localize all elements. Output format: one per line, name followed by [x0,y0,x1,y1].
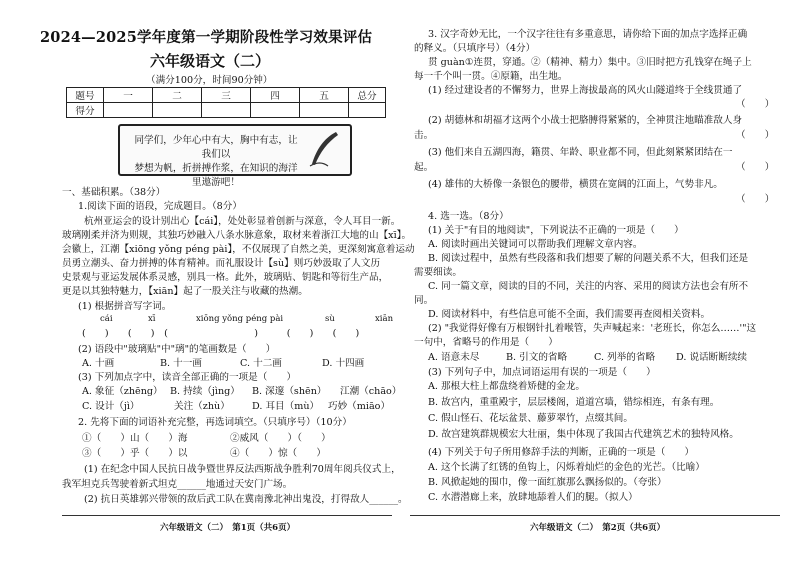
passage-line: 玻璃刚柔并济为则规，其独巧妙融入八条水脉意象，取材来着浙江大地的山【xī】。 [62,230,412,241]
option[interactable]: B. 持续（jìng） [170,386,240,397]
option[interactable]: D. 故宫建筑群规模宏大壮丽，集中体现了我国古代建筑艺术的独特风格。 [428,429,739,440]
score-table [66,87,386,118]
page-divider [62,515,392,516]
question-item: (1) 经过建设者的不懈努力，世界上海拔最高的风火山隧道终于全线贯通了 [428,85,743,96]
pinyin-label: xiān [375,314,394,324]
question-item: (2) 语段中"玻璃贴"中"璃"的笔画数是（ ） [78,344,276,355]
option[interactable]: D. 十四画 [322,358,365,369]
option[interactable]: A. 十画 [82,358,115,369]
pinyin-answer-boxes[interactable]: ( ) ( ) ( ) ( ) ( ) [82,328,360,339]
option[interactable]: C. 同一篇文章，阅读的目的不同，关注的内容、采用的阅读方法也会有所不 [428,281,749,292]
option[interactable]: 巧妙（miāo） [328,401,391,412]
score-input-cell[interactable] [349,103,386,118]
option[interactable]: 关注（zhù） [174,401,230,412]
exam-title: 2024—2025学年度第一学期阶段性学习效果评估 [40,29,373,46]
passage-line: 会徽上，江潮【xiōng yǒng péng pài】，不仅展现了自然之美，更深刻寓意着运动 [62,244,415,255]
banner-line: 同学们，少年心中有大，胸中有志，让我们以 [134,135,298,160]
option[interactable]: B. 故宫内，重重殿宇，层层楼阁，道道宫墙，错综相连，有条有理。 [428,397,720,408]
question-item: (2) 胡德林和胡福才这两个小战士把胳膊得紧紧的，全神贯注地瞄准敌人身 [428,115,743,126]
score-input-cell[interactable] [300,103,349,118]
banner-line: 梦想为帆，折拼搏作浆，在知识的海洋里遨游吧！ [134,163,298,188]
option[interactable]: D. 耳目（mù） [252,401,320,412]
option: 同。 [414,295,434,306]
question-item: 起。 [414,162,434,173]
option[interactable]: A. 阅读时画出关键词可以帮助我们理解文章内容。 [428,239,643,250]
table-cell: 题号 [67,88,104,103]
pinyin-label: xiōng yǒng péng pài [196,314,284,324]
question-item: 一句中，省略号的作用是（ ） [414,337,558,348]
option[interactable]: B. 风掀起她的围巾，像一面红旗那么飘扬似的。（夸张） [428,477,667,488]
option[interactable]: B. 深邃（shēn） [252,386,327,397]
right-page [400,0,794,561]
score-input-cell[interactable] [153,103,202,118]
definition-line: 贯 guàn①连贯，穿通。②（精神、精力）集中。③旧时把方孔钱穿在绳子上 [428,57,752,68]
table-cell: 四 [251,88,300,103]
question-item: (3) 下列句子中，加点词语运用有误的一项是（ ） [428,367,656,378]
pinyin-label: cái [100,314,113,324]
question-heading: 4. 选一选。（8分） [428,211,509,222]
question-item: (1) 在纪念中国人民抗日战争暨世界反法西斯战争胜利70周年阅兵仪式上， [84,464,401,475]
option[interactable]: C. 十二画 [240,358,282,369]
question-item[interactable]: 我军坦克兵驾驶着新式坦克______地通过天安门广场。 [62,479,293,490]
answer-paren[interactable]: （ ） [736,194,775,205]
score-input-cell[interactable] [251,103,300,118]
question-item: (4) 雄伟的大桥像一条银色的腰带，横贯在宽阔的江面上，气势非凡。 [428,179,723,190]
idiom-fill[interactable]: ①（ ）山（ ）海 [82,433,188,444]
question-item: (1) 根据拼音写字词。 [78,301,172,312]
question-heading: 2. 先将下面的词语补充完整，再选词填空。（只填序号）（10分） [78,417,352,428]
question-item: 击。 [414,130,434,141]
answer-paren[interactable]: （ ） [736,162,775,173]
definition-line: 每一千个叫一贯。④原籍，出生地。 [414,71,568,82]
question-item[interactable]: (2) 抗日英雄郭兴带领的敌后武工队在冀南豫北神出鬼没，打得敌人______。 [84,494,408,505]
question-item: (3) 下列加点字中，读音全部正确的一项是（ ） [78,372,297,383]
option[interactable]: B. 引文的省略 [506,352,568,363]
question-item: (4) 下列关于句子所用修辞手法的判断，正确的一项是（ ） [428,447,695,458]
option[interactable]: B. 阅读过程中，虽然有些段落和我们想要了解的问题关系不大，但我们还是 [428,253,749,264]
score-table-score-row [67,103,386,118]
score-input-cell[interactable] [202,103,251,118]
page-divider [410,515,780,516]
exam-subtitle: 六年级语文（二） [150,52,271,70]
question-heading: 的释义。（只填序号）（4分） [414,43,536,54]
option[interactable]: A. 这个长满了红锈的鱼钩上，闪烁着灿烂的金色的光芒。（比喻） [428,462,705,473]
option[interactable]: C. 水潜潜廊上来，放肆地舔着人们的腿。（拟人） [428,492,638,503]
score-input-cell[interactable] [104,103,153,118]
question-item: (2) "我觉得好像有万根钢针扎着喉管，失声喊起来：'老班长，你怎么……'"这 [428,323,757,334]
exam-note: （满分100分，时间90分钟） [146,75,273,86]
table-cell: 得分 [67,103,104,118]
table-cell: 三 [202,88,251,103]
option[interactable]: C. 列举的省略 [594,352,656,363]
answer-paren[interactable]: （ ） [736,99,775,110]
option[interactable]: C. 假山怪石、花坛盆景、藤萝翠竹，点缀其间。 [428,413,633,424]
passage-line: 更是以其独特魅力，【xiān】起了一股关注与收藏的热潮。 [62,286,308,297]
quill-pen-icon [306,130,342,168]
option[interactable]: D. 阅读材料中，有些信息可能不全面，我们需要再查阅相关资料。 [428,309,711,320]
page-footer: 六年级语文（二） 第2页（共6页） [530,523,666,533]
idiom-fill[interactable]: ④（ ）惊（ ） [230,448,326,459]
option[interactable]: C. 设计（jì） [82,401,140,412]
section-heading: 一、基础积累。（38分） [62,187,166,198]
question-heading: 1.阅读下面的语段，完成题目。（8分） [78,201,242,212]
option[interactable]: A. 那根大柱上都盘绕着矫健的金龙。 [428,381,585,392]
question-item: (3) 他们来自五湖四海，籍贯、年龄、职业都不同，但此刻紧紧团结在一 [428,147,733,158]
table-cell: 一 [104,88,153,103]
option[interactable]: 江潮（chāo） [340,386,402,397]
option[interactable]: A. 语意未尽 [428,352,480,363]
table-cell: 五 [300,88,349,103]
motivation-banner [118,124,352,188]
passage-line: 史景观与亚运发展体系灵感，别具一格。此外，玻璃贴、钥匙和等衍生产品， [62,272,389,283]
option: 需要细读。 [414,267,462,278]
option[interactable]: A. 象征（zhēng） [82,386,163,397]
question-item: (1) 关于"有目的地阅读"，下列说法不正确的一项是（ ） [428,225,684,236]
idiom-fill[interactable]: ③（ ）乎（ ）以 [82,448,188,459]
pinyin-label: sù [325,314,335,324]
page-footer: 六年级语文（二） 第1页（共6页） [160,523,296,533]
table-cell: 总分 [349,88,386,103]
table-cell: 二 [153,88,202,103]
question-heading: 3. 汉字奇妙无比，一个汉字往往有多重意思，请你给下面的加点字选择正确 [428,29,748,40]
score-table-header-row [67,88,386,103]
answer-paren[interactable]: （ ） [736,130,775,141]
option[interactable]: D. 说话断断续续 [676,352,748,363]
passage-line: 杭州亚运会的设计别出心【cái】，处处彰显着创新与深意，令人耳目一新。 [84,216,401,227]
idiom-fill[interactable]: ②威风（ ）（ ） [230,433,331,444]
option[interactable]: B. 十一画 [160,358,202,369]
pinyin-label: xī [148,314,156,324]
passage-line: 员勇立潮头、奋力拼搏的体育精神。而礼服设计【sù】则巧妙汲取了人文历 [62,258,381,269]
